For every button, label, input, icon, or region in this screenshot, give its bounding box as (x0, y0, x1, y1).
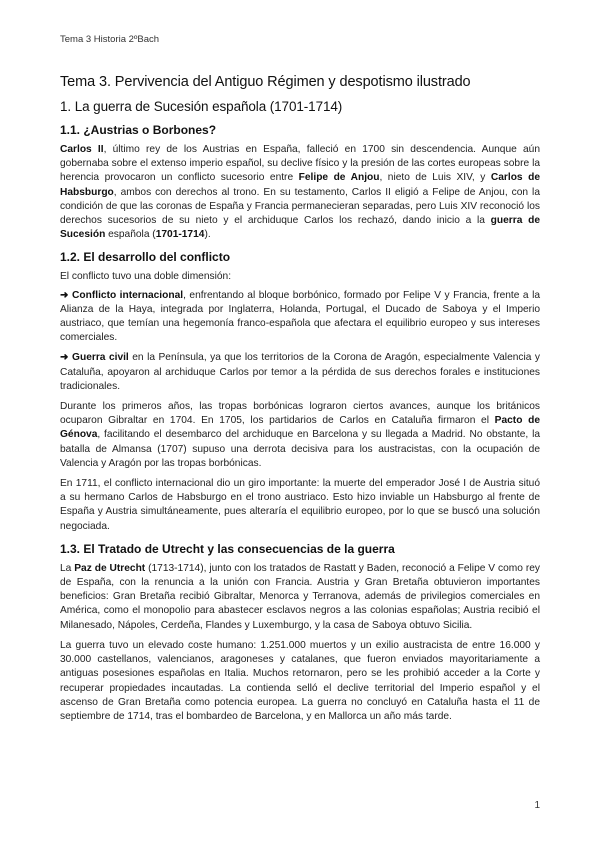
page-number: 1 (534, 800, 540, 811)
subsection-heading-1-2: 1.2. El desarrollo del conflicto (60, 250, 231, 265)
subsection-heading-1-3: 1.3. El Tratado de Utrecht y las consecuencias de la guerra (60, 541, 395, 556)
paragraph-conflicto-internacional: ➜ Conflicto internacional, enfrentando al bloque borbónico, formado por Felipe V y Francia, frente a la Alianza de la Haya, integrada por Inglaterra, Holanda, Portugal, el Ducado de Saboya y el Imperio austriaco, que temían una hegemonía franco-española que afectara el equilibrio europeo y sus intereses comerciales. (60, 289, 540, 344)
document-body (60, 74, 540, 730)
paragraph-primeros-anos: Durante los primeros años, las tropas borbónicas lograron ciertos avances, aunque los británicos ocuparon Gibraltar en 1704. En 1705, los partidarios de Carlos en Cataluña firmaron el Pacto de Génova, facilitando el desembarco del archiduque en Barcelona y su llegada a Madrid. No obstante, la batalla de Almansa (1707) supuso una derrota decisiva para los austracistas, con la ocupación de Valencia y Aragón por las tropas borbónicas. (60, 401, 540, 469)
paragraph-1711: En 1711, el conflicto internacional dio un giro importante: la muerte del emperador José I de Austria situó a su hermano Carlos de Habsburgo en el trono austriaco. Esto hizo inviable un Habsburgo al frente de España y Austria simultáneamente, pues alteraría el equilibrio europeo, por lo que se buscó una solución negociada. (60, 478, 540, 532)
document-title: Tema 3. Pervivencia del Antiguo Régimen y despotismo ilustrado (60, 74, 471, 90)
arrow-icon: ➜ (60, 289, 69, 301)
paragraph-intro: El conflicto tuvo una doble dimensión: (60, 271, 232, 283)
page-header: Tema 3 Historia 2ºBach (60, 34, 160, 45)
arrow-icon: ➜ (60, 352, 69, 364)
paragraph-paz-utrecht: La Paz de Utrecht (1713-1714), junto con los tratados de Rastatt y Baden, reconoció a Felipe V como rey de España, con la renuncia a la unión con Francia. Austria y Gran Bretaña obtuvieron importantes beneficios: Gran Bretaña recibió Gibraltar, Menorca y Terranova, además de privilegios comerciales en América, como el monopolio para abastecer esclavos negros a las colonias españolas; Austria recibió el Milanesado, Nápoles, Cerdeña, Flandes y Luxemburgo, y la casa de Saboya obtuvo Sicilia. (60, 562, 540, 631)
subsection-heading-1-1: 1.1. ¿Austrias o Borbones? (60, 123, 217, 137)
paragraph-coste-humano: La guerra tuvo un elevado coste humano: 1.251.000 muertos y un exilio austracista de entre 16.000 y 30.000 castellanos, valencianos, aragoneses y catalanes, que fueron enviados mayoritariamente a antiguas posesiones españolas en Italia. Muchos retornaron, pero se les prohibió acceder a la Corte y recuperar propiedades incautadas. La contienda selló el declive territorial del Imperio español y el ascenso de Gran Bretaña como potencia europea. La guerra no concluyó en Cataluña hasta el 11 de septiembre de 1714, tras el bombardeo de Barcelona, y en Mallorca un año más tarde. (60, 639, 540, 722)
paragraph-guerra-civil: ➜ Guerra civil en la Península, ya que los territorios de la Corona de Aragón, especialmente Valencia y Cataluña, apoyaron al archiduque Carlos por temor a la pérdida de sus derechos forales e instituciones tradicionales. (60, 352, 541, 392)
section-heading-1: 1. La guerra de Sucesión española (1701-1714) (60, 99, 343, 114)
paragraph-carlos-ii: Carlos II, último rey de los Austrias en España, falleció en 1700 sin descendencia. Aunque aún gobernaba sobre el extenso imperio español, su declive físico y la presión de las cortes europeas sobre la herencia provocaron un conflicto sucesorio entre Felipe de Anjou, nieto de Luis XIV, y Carlos de Habsburgo, ambos con derechos al trono. En su testamento, Carlos II eligió a Felipe de Anjou, con la condición de que las coronas de España y Francia permanecieran separadas, pero Luis XIV reconoció los derechos sucesorios de su nieto y el archiduque Carlos los rechazó, dando inicio a la guerra de Sucesión española (1701-1714). (60, 144, 540, 241)
